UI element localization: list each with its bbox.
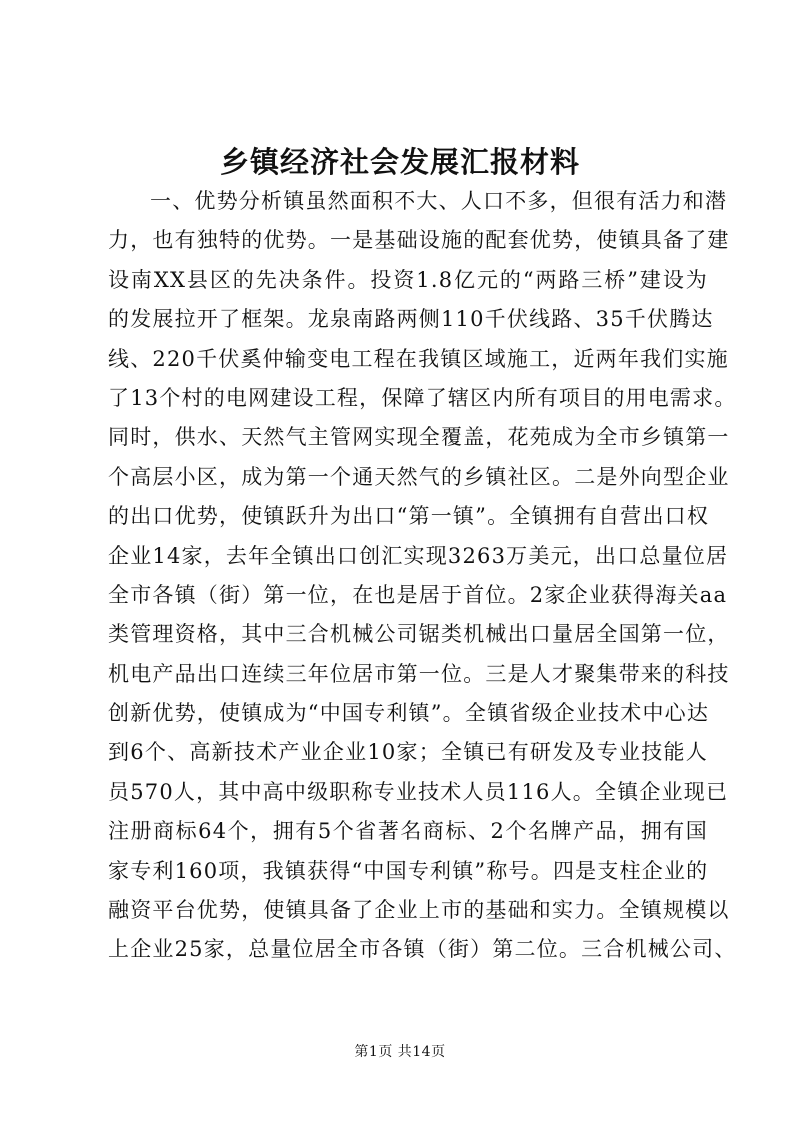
body-line: 到6个、高新技术产业企业10家；全镇已有研发及专业技能人	[108, 740, 708, 765]
body-line: 线、220千伏奚仲输变电工程在我镇区域施工，近两年我们实施	[108, 346, 729, 371]
body-line: 企业14家，去年全镇出口创汇实现3263万美元，出口总量位居	[108, 543, 729, 568]
body-line: 类管理资格，其中三合机械公司锯类机械出口量居全国第一位，	[108, 622, 730, 647]
body-line: 个高层小区，成为第一个通天然气的乡镇社区。二是外向型企业	[108, 464, 730, 489]
document-title: 乡镇经济社会发展汇报材料	[219, 145, 580, 179]
body-line: 的出口优势，使镇跃升为出口“第一镇”。全镇拥有自营出口权	[108, 504, 710, 529]
body-line: 一、优势分析镇虽然面积不大、人口不多，但很有活力和潜	[150, 189, 728, 213]
body-line: 创新优势，使镇成为“中国专利镇”。全镇省级企业技术中心达	[108, 701, 710, 726]
body-line: 同时，供水、天然气主管网实现全覆盖，花苑成为全市乡镇第一	[108, 425, 730, 450]
body-line: 全市各镇（街）第一位，在也是居于首位。2家企业获得海关aa	[108, 582, 728, 607]
body-line: 设南XX县区的先决条件。投资1.8亿元的“两路三桥”建设为	[108, 267, 708, 292]
document-body	[108, 182, 737, 970]
body-line: 家专利160项，我镇获得“中国专利镇”称号。四是支柱企业的	[108, 858, 709, 883]
body-line: 注册商标64个，拥有5个省著名商标、2个名牌产品，拥有国	[108, 819, 708, 844]
body-line: 上企业25家，总量位居全市各镇（街）第二位。三合机械公司、	[108, 937, 737, 962]
body-line: 的发展拉开了框架。龙泉南路两侧110千伏线路、35千伏腾达	[108, 307, 714, 332]
page-footer: 第1页 共14页	[354, 1044, 446, 1060]
body-line: 了13个村的电网建设工程，保障了辖区内所有项目的用电需求。	[108, 385, 737, 410]
body-line: 机电产品出口连续三年位居市第一位。三是人才聚集带来的科技	[108, 661, 730, 686]
body-line: 力，也有独特的优势。一是基础设施的配套优势，使镇具备了建	[108, 228, 730, 253]
body-line: 员570人，其中高中级职称专业技术人员116人。全镇企业现已	[108, 779, 729, 804]
body-line: 融资平台优势，使镇具备了企业上市的基础和实力。全镇规模以	[108, 898, 730, 923]
